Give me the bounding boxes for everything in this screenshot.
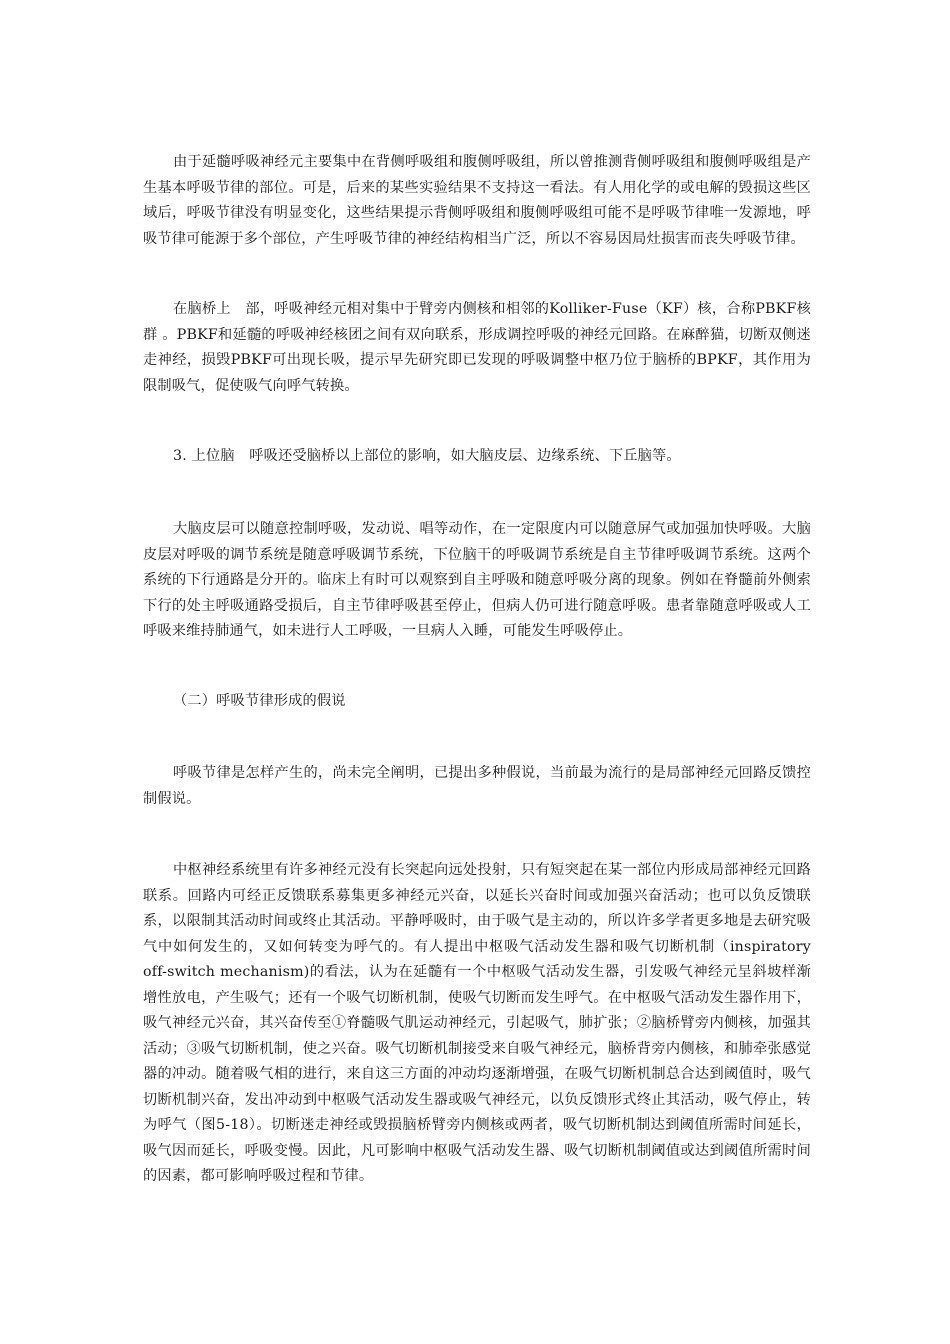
paragraph-higher-brain: 3. 上位脑 呼吸还受脑桥以上部位的影响，如大脑皮层、边缘系统、下丘脑等。 (173, 448, 681, 464)
paragraph-hypothesis-intro: 呼吸节律是怎样产生的，尚未完全阐明，已提出多种假说，当前最为流行的是局部神经元回路反馈控制假说。 (143, 765, 811, 807)
paragraph-respiratory-rhythm-origin: 由于延髓呼吸神经元主要集中在背侧呼吸组和腹侧呼吸组，所以曾推测背侧呼吸组和腹侧呼吸组是产生基本呼吸节律的部位。可是，后来的某些实验结果不支持这一看法。有人用化学的或电解的毁损这些区域后，呼吸节律没有明显变化，这些结果提示背侧呼吸组和腹侧呼吸组可能不是呼吸节律唯一发源地，呼吸节律可能源于多个部位，产生呼吸节律的神经结构相当广泛，所以不容易因局灶损害而丧失呼吸节律。 (143, 154, 811, 247)
paragraph-local-circuit-feedback: 中枢神经系统里有许多神经元没有长突起向远处投射，只有短突起在某一部位内形成局部神经元回路联系。回路内可经正反馈联系募集更多神经元兴奋，以延长兴奋时间或加强兴奋活动；也可以负反馈联系，以限制其活动时间或终止其活动。平静呼吸时，由于吸气是主动的，所以许多学者更多地是去研究吸气中如何发生的，又如何转变为呼气的。有人提出中枢吸气活动发生器和吸气切断机制（inspiratory off-switch mechanism)的看法，认为在延髓有一个中枢吸气活动发生器，引发吸气神经元呈斜坡样渐增性放电，产生吸气；还有一个吸气切断机制，使吸气切断而发生呼气。在中枢吸气活动发生器作用下，吸气神经元兴奋，其兴奋传至①脊髓吸气肌运动神经元，引起吸气，肺扩张；②脑桥臂旁内侧核，加强其活动；③吸气切断机制，使之兴奋。吸气切断机制接受来自吸气神经元，脑桥背旁内侧核，和肺牵张感觉器的冲动。随着吸气相的进行，来自这三方面的冲动均逐渐增强，在吸气切断机制总合达到阈值时，吸气切断机制兴奋，发出冲动到中枢吸气活动发生器或吸气神经元，以负反馈形式终止其活动，吸气停止，转为呼气（图5-18）。切断迷走神经或毁损脑桥臂旁内侧核或两者，吸气切断机制达到阈值所需时间延长，吸气因而延长，呼吸变慢。因此，凡可影响中枢吸气活动发生器、吸气切断机制阈值或达到阈值所需时间的因素，都可影响呼吸过程和节律。 (143, 862, 811, 1184)
section-heading-rhythm-hypothesis: （二）呼吸节律形成的假说 (173, 693, 346, 709)
paragraph-cortex-control: 大脑皮层可以随意控制呼吸，发动说、唱等动作，在一定限度内可以随意屏气或加强加快呼吸。大脑皮层对呼吸的调节系统是随意呼吸调节系统，下位脑干的呼吸调节系统是自主节律呼吸调节系统。这两个系统的下行通路是分开的。临床上有时可以观察到自主呼吸和随意呼吸分离的现象。例如在脊髓前外侧索下行的处主呼吸通路受损后，自主节律呼吸甚至停止，但病人仍可进行随意呼吸。患者靠随意呼吸或人工呼吸来维持肺通气，如未进行人工呼吸，一旦病人入睡，可能发生呼吸停止。 (143, 521, 811, 639)
paragraph-pons-pbkf: 在脑桥上 部，呼吸神经元相对集中于臂旁内侧核和相邻的Kolliker-Fuse（KF）核，合称PBKF核群 。PBKF和延髓的呼吸神经核团之间有双向联系，形成调控呼吸的神经元回路。在麻醉猫，切断双侧迷走神经，损毁PBKF可出现长吸，提示早先研究即已发现的呼吸调整中枢乃位于脑桥的BPKF，其作用为限制吸气，促使吸气向呼气转换。 (143, 301, 811, 394)
